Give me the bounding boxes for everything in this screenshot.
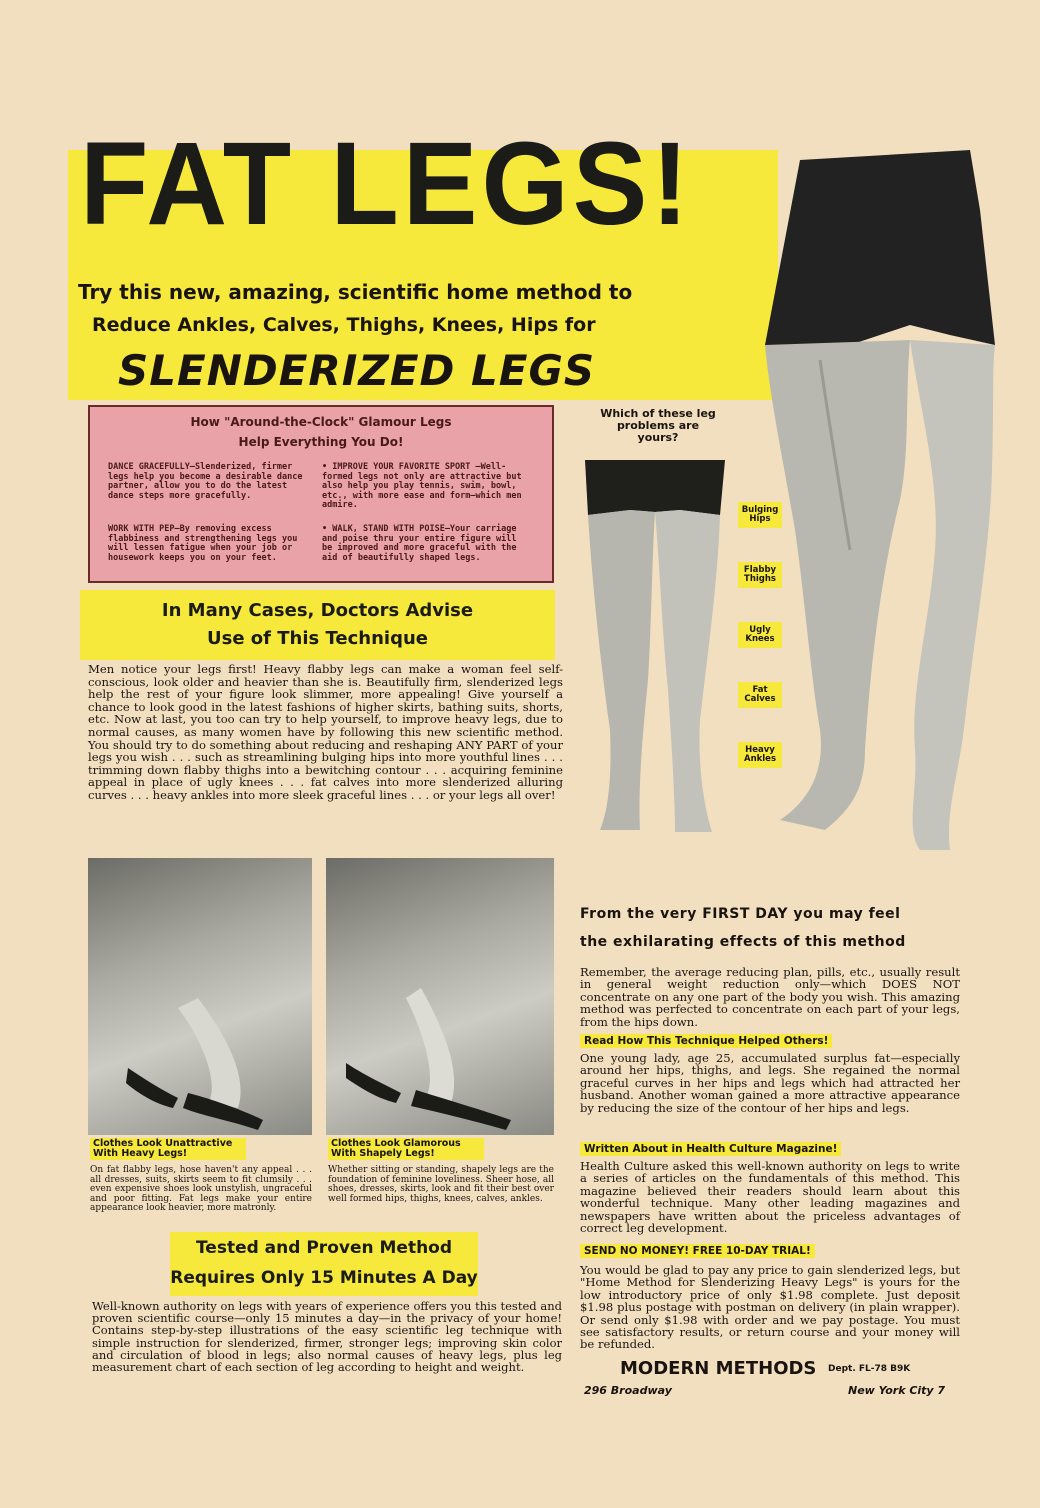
tested-body-text: Well-known authority on legs with years of experience offers you this tested and proven scientific course—only 15 minutes a day—in the privacy of your home! Contains step-by-step illustrations of the easy scientific leg technique with simple instruction for slenderized, firmer, stronger legs; improving skin color and circulation of blood in legs; also normal causes of heavy legs, plus leg measurement chart of each section of leg according to height and weight.	[92, 1299, 562, 1375]
photo-shapely-legs	[326, 858, 554, 1135]
glamour-item-work: WORK WITH PEP—By removing excess flabbiness and strengthening legs you will lessen fatigue when your job or housework keeps you on your feet.	[108, 524, 298, 563]
shoe-illustration-left	[88, 858, 312, 1135]
company-address: 296 Broadway	[584, 1384, 672, 1397]
right-subheading-send-no-money: SEND NO MONEY! FREE 10-DAY TRIAL!	[580, 1244, 815, 1258]
headline-title: FAT LEGS!	[80, 117, 693, 250]
company-dept: Dept. FL-78 B9K	[828, 1364, 911, 1374]
right-subheading-magazine: Written About in Health Culture Magazine!	[580, 1142, 841, 1156]
glamour-item-sport: • IMPROVE YOUR FAVORITE SPORT —Well-formed legs not only are attractive but also help you play tennis, swim, bowl, etc., with more ease and form—which men admire.	[322, 462, 522, 510]
caption-body-right: Whether sitting or standing, shapely legs are the foundation of feminine loveliness. Sheer hose, all shoes, dresses, skirts, look and fit their best over well formed hips, thighs, knees, calves, ankles.	[328, 1165, 554, 1204]
label-heavy-ankles: Heavy Ankles	[738, 742, 782, 768]
tested-heading-2: Requires Only 15 Minutes A Day	[170, 1268, 478, 1288]
glamour-item-walk: • WALK, STAND WITH POISE—Your carriage and poise thru your entire figure will be improved and more graceful with the aid of beautifully shaped legs.	[322, 524, 517, 563]
label-ugly-knees: Ugly Knees	[738, 622, 782, 648]
caption-heading-left: Clothes Look Unattractive With Heavy Legs!	[90, 1138, 246, 1160]
leg-problems-question: Which of these leg problems are yours?	[600, 407, 716, 444]
caption-heading-right: Clothes Look Glamorous With Shapely Legs!	[328, 1138, 484, 1160]
glamour-legs-box	[88, 405, 554, 583]
label-bulging-hips: Bulging Hips	[738, 502, 782, 528]
right-body-4: You would be glad to pay any price to gain slenderized legs, but "Home Method for Slenderizing Heavy Legs" is yours for the low introductory price of only $1.98 complete. Just deposit $1.98 plus postage with postman on delivery (in plain wrapper). Or send only $1.98 with order and we pay postage. You must see satisfactory results, or return course and your money will be refunded.	[580, 1263, 960, 1352]
right-subheading-helped: Read How This Technique Helped Others!	[580, 1034, 832, 1048]
doctors-heading-1: In Many Cases, Doctors Advise	[161, 600, 474, 621]
doctors-body-text: Men notice your legs first! Heavy flabby legs can make a woman feel self-conscious, look older and heavier than she is. Beautifully firm, slenderized legs help the rest of your figure look slimmer, more appealing! Give yourself a chance to look good in the latest fashions of higher skirts, bathing suits, shorts, etc. Now at last, you too can try to help yourself, to improve heavy legs, due to normal causes, as many women have by following this new scientific method. You should try to do something about reducing and reshaping ANY PART of your legs you wish . . . such as streamlining bulging hips into more youthful lines . . . trimming down flabby thighs into a bewitching contour . . . acquiring feminine appeal in place of ugly knees . . . fat calves into more slenderized alluring curves . . . heavy ankles into more sleek graceful lines . . . or your legs all over!	[88, 662, 563, 802]
company-city: New York City 7	[848, 1384, 946, 1397]
label-flabby-thighs: Flabby Thighs	[738, 562, 782, 588]
right-heading-2: the exhilarating effects of this method	[580, 934, 906, 950]
headline-line1: Try this new, amazing, scientific home method to	[78, 280, 633, 304]
right-body-1: Remember, the average reducing plan, pills, etc., usually result in general weight reduction only—which DOES NOT concentrate on any one part of the body you wish. This amazing method was perfected to concentrate on each part of your legs, from the hips down.	[580, 965, 960, 1029]
doctors-heading-2: Use of This Technique	[207, 628, 428, 649]
doctors-heading-panel	[80, 590, 555, 660]
label-fat-calves: Fat Calves	[738, 682, 782, 708]
caption-body-left: On fat flabby legs, hose haven't any appeal . . . all dresses, suits, skirts seem to fit clumsily . . . even expensive shoes look unstylish, ungraceful and poor fitting. Fat legs make your entire appearance look heavier, more matronly.	[90, 1165, 312, 1214]
glamour-title-2: Help Everything You Do!	[238, 435, 404, 449]
shoe-illustration-right	[326, 858, 554, 1135]
right-body-2: One young lady, age 25, accumulated surplus fat—especially around her hips, thighs, and legs. She regained the normal graceful curves in her hips and legs which had attracted her husband. Another woman gained a more attractive appearance by reducing the size of the contour of her hips and legs.	[580, 1051, 960, 1115]
figure-small-illustration	[580, 460, 730, 840]
photo-heavy-legs	[88, 858, 312, 1135]
glamour-title-1: How "Around-the-Clock" Glamour Legs	[190, 415, 452, 429]
glamour-item-dance: DANCE GRACEFULLY—Slenderized, firmer legs help you become a desirable dance partner, allow you to do the latest dance steps more gracefully.	[108, 462, 303, 501]
tested-heading-1: Tested and Proven Method	[195, 1238, 453, 1258]
headline-line3: SLENDERIZED LEGS	[118, 346, 596, 395]
right-body-3: Health Culture asked this well-known authority on legs to write a series of articles on the fundamentals of this method. This magazine believed their readers should learn about this wonderful technique. Many other leading magazines and newspapers have written about the priceless advantages of correct leg development.	[580, 1159, 960, 1236]
tested-heading-panel	[170, 1232, 478, 1296]
headline-line2: Reduce Ankles, Calves, Thighs, Knees, Hips for	[92, 314, 596, 336]
right-heading-1: From the very FIRST DAY you may feel	[580, 906, 901, 922]
company-name: MODERN METHODS	[620, 1358, 817, 1379]
